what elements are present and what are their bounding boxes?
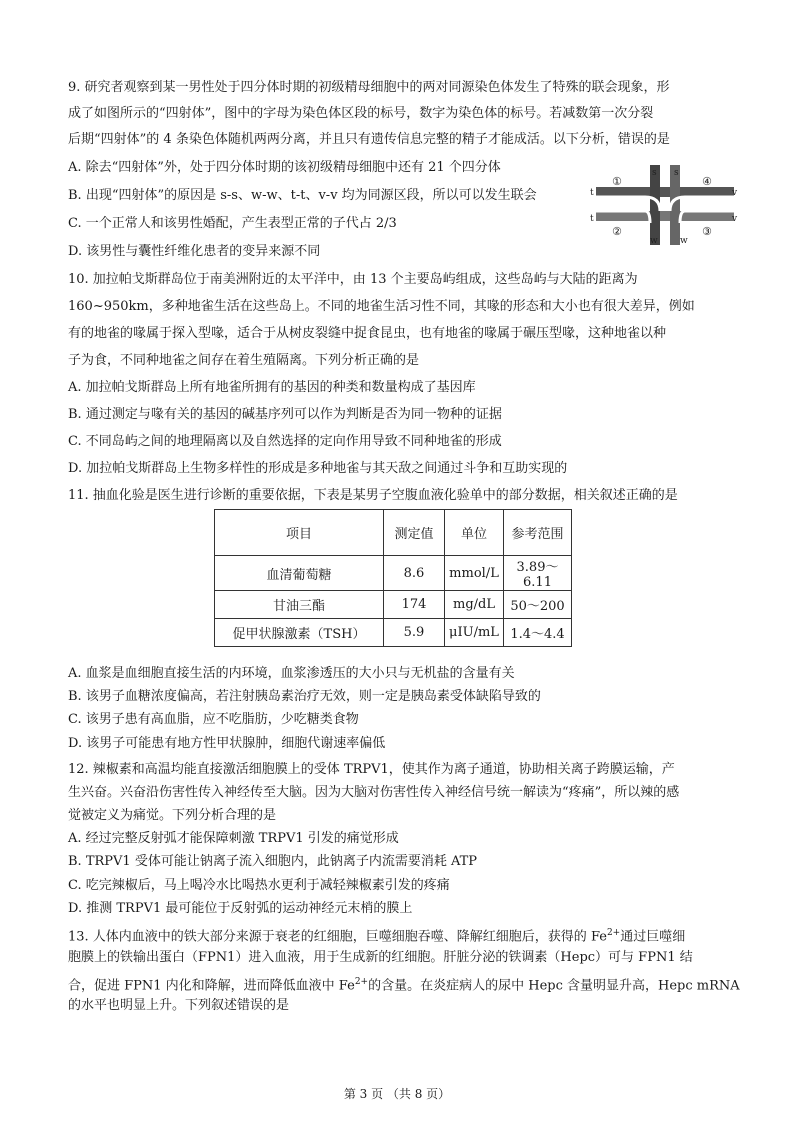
chromosome-number: ④ xyxy=(702,175,712,188)
q13-text: 合，促进 FPN1 内化和降解，进而降低血液中 Fe xyxy=(68,978,355,994)
q9-stem-line-1: 9. 研究者观察到某一男性处于四分体时期的初级精母细胞中的两对同源染色体发生了特殊的联会现象，形 xyxy=(68,80,670,95)
q12-stem-line-2: 生兴奋。兴奋沿伤害性传入神经传至大脑。因为大脑对伤害性传入神经信号统一解读为“疼痛”，所以辣的感 xyxy=(68,785,680,800)
q13-stem-line-4: 的水平也明显上升。下列叙述错误的是 xyxy=(68,998,290,1013)
table-cell: 174 xyxy=(384,591,445,619)
q10-stem-line-2: 160~950km，多种地雀生活在这些岛上。不同的地雀生活习性不同，其喙的形态和大小也有很大差异，例如 xyxy=(68,299,695,314)
q12-stem-line-3: 觉被定义为痛觉。下列分析合理的是 xyxy=(68,808,277,823)
table-header-cell: 参考范围 xyxy=(504,510,572,556)
q11-option-c: C. 该男子患有高血脂，应不吃脂肪，少吃糖类食物 xyxy=(68,712,359,727)
q9-option-a: A. 除去“四射体”外，处于四分体时期的该初级精母细胞中还有 21 个四分体 xyxy=(68,160,501,175)
q11-option-b: B. 该男子血糖浓度偏高，若注射胰岛素治疗无效，则一定是胰岛素受体缺陷导致的 xyxy=(68,689,541,704)
q10-stem-line-3: 有的地雀的喙属于探入型喙，适合于从树皮裂缝中捉食昆虫，也有地雀的喙属于碾压型喙，这种地雀以种 xyxy=(68,326,667,341)
blood-test-table xyxy=(214,509,572,647)
q9-option-d: D. 该男性与囊性纤维化患者的变异来源不同 xyxy=(68,244,321,259)
table-cell: 血清葡萄糖 xyxy=(215,556,384,591)
quadriradial-figure xyxy=(590,163,740,249)
table-header-cell: 项目 xyxy=(215,510,384,556)
q12-option-c: C. 吃完辣椒后，马上喝冷水比喝热水更利于减轻辣椒素引发的疼痛 xyxy=(68,878,450,893)
q10-stem-line-1: 10. 加拉帕戈斯群岛位于南美洲附近的太平洋中，由 13 个主要岛屿组成，这些岛屿与大陆的距离为 xyxy=(68,272,638,287)
segment-label: s xyxy=(674,168,679,178)
table-cell: 8.6 xyxy=(384,556,445,591)
q13-superscript: 2+ xyxy=(606,928,621,938)
chromosome-number: ① xyxy=(612,175,622,188)
q13-stem-line-2: 胞膜上的铁输出蛋白（FPN1）进入血液，用于生成新的红细胞。肝脏分泌的铁调素（Hepc）可与 FPN1 结 xyxy=(68,950,693,965)
q10-option-c: C. 不同岛屿之间的地理隔离以及自然选择的定向作用导致不同种地雀的形成 xyxy=(68,434,502,449)
segment-label: v xyxy=(732,214,738,224)
q11-option-a: A. 血浆是血细胞直接生活的内环境，血浆渗透压的大小只与无机盐的含量有关 xyxy=(68,666,515,681)
q10-option-b: B. 通过测定与喙有关的基因的碱基序列可以作为判断是否为同一物种的证据 xyxy=(68,407,502,422)
q9-stem-line-2: 成了如图所示的“四射体”，图中的字母为染色体区段的标号，数字为染色体的标号。若减数第一次分裂 xyxy=(68,106,654,121)
q10-stem-line-4: 子为食，不同种地雀之间存在着生殖隔离。下列分析正确的是 xyxy=(68,353,420,368)
chromosome-number: ③ xyxy=(702,225,712,238)
table-cell: 促甲状腺激素（TSH） xyxy=(215,619,384,647)
q13-stem-line-1 xyxy=(68,923,728,947)
table-cell: μIU/mL xyxy=(445,619,504,647)
table-cell: 1.4～4.4 xyxy=(504,619,572,647)
table-header-cell: 测定值 xyxy=(384,510,445,556)
table-cell: 甘油三酯 xyxy=(215,591,384,619)
q13-text: 13. 人体内血液中的铁大部分来源于衰老的红细胞，巨噬细胞吞噬、降解红细胞后，获得的 Fe xyxy=(68,929,607,945)
q11-stem: 11. 抽血化验是医生进行诊断的重要依据，下表是某男子空腹血液化验单中的部分数据，相关叙述正确的是 xyxy=(68,488,678,503)
q13-text: 通过巨噬细 xyxy=(620,929,686,945)
q9-option-b: B. 出现“四射体”的原因是 s-s、w-w、t-t、v-v 均为同源区段，所以可以发生联会 xyxy=(68,188,537,203)
segment-label: w xyxy=(650,236,658,246)
segment-label: t xyxy=(590,214,594,224)
segment-label: t xyxy=(590,188,594,198)
table-row xyxy=(215,619,572,647)
q13-superscript: 2+ xyxy=(354,977,369,987)
q12-option-d: D. 推测 TRPV1 最可能位于反射弧的运动神经元末梢的膜上 xyxy=(68,901,413,916)
q9-option-c: C. 一个正常人和该男性婚配，产生表型正常的子代占 2/3 xyxy=(68,216,397,231)
q13-text: 的含量。在炎症病人的尿中 Hepc 含量明显升高，Hepc mRNA xyxy=(368,978,740,994)
segment-label: w xyxy=(680,236,688,246)
table-cell: 50～200 xyxy=(504,591,572,619)
q12-option-b: B. TRPV1 受体可能让钠离子流入细胞内，此钠离子内流需要消耗 ATP xyxy=(68,854,478,869)
table-header-cell: 单位 xyxy=(445,510,504,556)
q10-option-a: A. 加拉帕戈斯群岛上所有地雀所拥有的基因的种类和数量构成了基因库 xyxy=(68,380,476,395)
q13-stem-line-3 xyxy=(68,972,740,996)
q9-stem-line-3: 后期“四射体”的 4 条染色体随机两两分离，并且只有遗传信息完整的精子才能成活。以下分析，错误的是 xyxy=(68,132,670,147)
table-cell: mg/dL xyxy=(445,591,504,619)
segment-label: v xyxy=(732,188,738,198)
chromosome-number: ② xyxy=(612,225,622,238)
q12-stem-line-1: 12. 辣椒素和高温均能直接激活细胞膜上的受体 TRPV1，使其作为离子通道，协助相关离子跨膜运输，产 xyxy=(68,762,675,777)
table-cell: mmol/L xyxy=(445,556,504,591)
table-row xyxy=(215,591,572,619)
table-header-row xyxy=(215,510,572,556)
table-row xyxy=(215,556,572,591)
table-cell: 5.9 xyxy=(384,619,445,647)
q11-option-d: D. 该男子可能患有地方性甲状腺肿，细胞代谢速率偏低 xyxy=(68,736,386,751)
segment-label: s xyxy=(652,168,657,178)
q10-option-d: D. 加拉帕戈斯群岛上生物多样性的形成是多种地雀与其天敌之间通过斗争和互助实现的 xyxy=(68,461,568,476)
page-footer: 第 3 页 （共 8 页） xyxy=(343,1087,451,1101)
q12-option-a: A. 经过完整反射弧才能保障刺激 TRPV1 引发的痛觉形成 xyxy=(68,831,399,846)
table-cell: 3.89～6.11 xyxy=(504,556,572,591)
